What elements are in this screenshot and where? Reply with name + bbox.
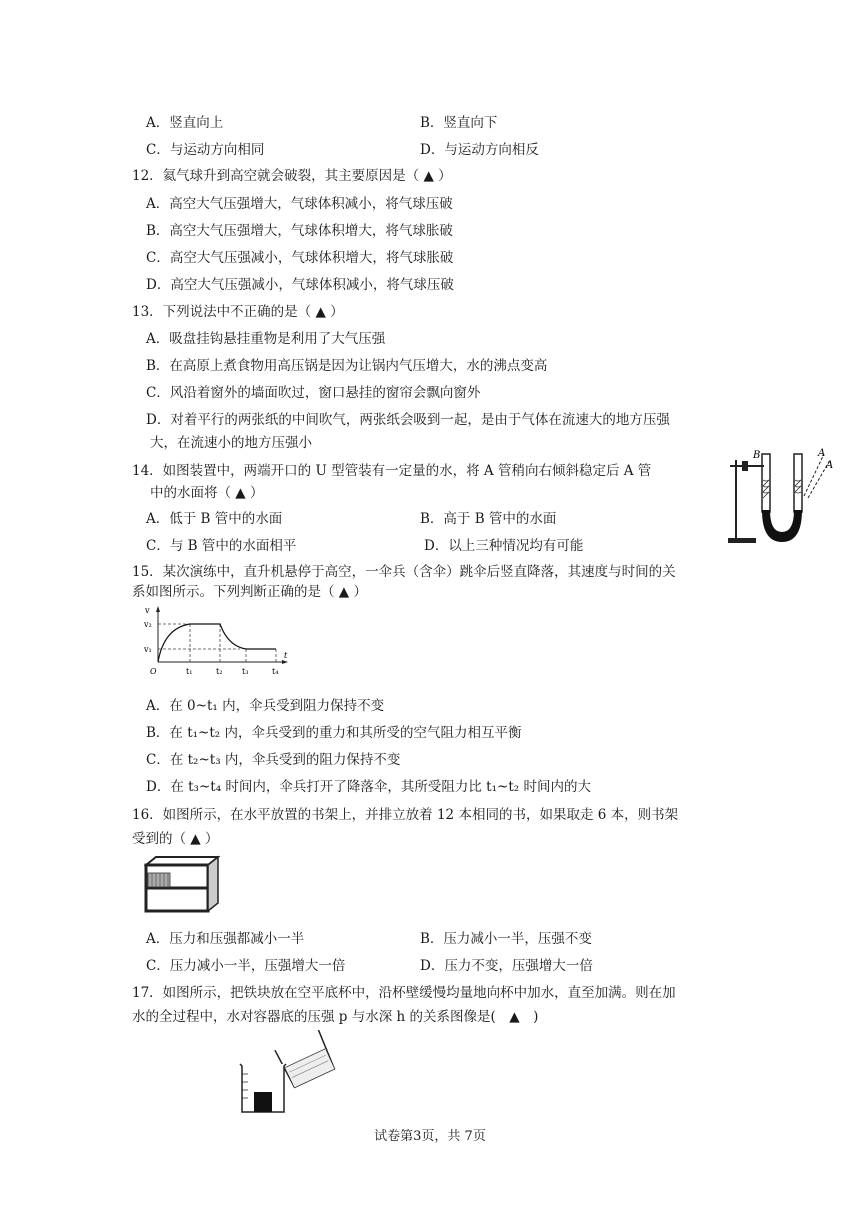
axis-v-label: v [145, 606, 150, 615]
bookshelf-diagram [144, 855, 220, 913]
origin-label: O [150, 667, 157, 676]
q17-stem-continued: 水的全过程中，水对容器底的压强 p 与水深 h 的关系图像是( ▲ ) [132, 1009, 539, 1025]
q16-option-d: D．压力不变，压强增大一倍 [420, 958, 593, 974]
q13-option-b: B．在高原上煮食物用高压锅是因为让锅内气压增大，水的沸点变高 [146, 358, 548, 374]
q14-stem-continued: 中的水面将（ ▲ ） [150, 485, 264, 501]
label-b: B [753, 450, 761, 461]
q16-option-a: A．压力和压强都减小一半 [146, 931, 305, 947]
q12-option-a: A．高空大气压强增大，气球体积减小，将气球压破 [146, 196, 453, 212]
q11-option-c: C．与运动方向相同 [146, 142, 265, 158]
q16-option-c: C．压力减小一半，压强增大一倍 [146, 958, 346, 974]
q12-option-c: C．高空大气压强减小，气球体积增大，将气球胀破 [146, 250, 454, 266]
q12-stem: 12．氦气球升到高空就会破裂，其主要原因是（ ▲ ） [132, 168, 452, 184]
axis-t-label: t [284, 651, 288, 660]
q11-option-d: D．与运动方向相反 [420, 142, 539, 158]
q13-option-d: D．对着平行的两张纸的中间吹气，两张纸会吸到一起，是由于气体在流速大的地方压强 [146, 412, 670, 428]
q15-option-c: C．在 t₂~t₃ 内，伞兵受到的阻力保持不变 [146, 752, 401, 768]
velocity-time-graph [140, 604, 290, 680]
q12-option-d: D．高空大气压强减小，气球体积减小，将气球压破 [146, 277, 454, 293]
q15-stem: 15．某次演练中，直升机悬停于高空，一伞兵（含伞）跳伞后竖直降落，其速度与时间的关 [132, 564, 676, 580]
tick-v2: v₂ [144, 620, 152, 629]
tick-t2: t₂ [216, 667, 223, 676]
q14-option-b: B．高于 B 管中的水面 [420, 511, 557, 527]
tick-t1: t₁ [186, 667, 193, 676]
q13-option-a: A．吸盘挂钩悬挂重物是利用了大气压强 [146, 331, 386, 347]
q13-option-d-continued: 大，在流速小的地方压强小 [150, 435, 312, 451]
beaker-iron-block-diagram [236, 1030, 336, 1116]
q13-option-c: C．风沿着窗外的墙面吹过，窗口悬挂的窗帘会飘向窗外 [146, 385, 481, 401]
q14-option-c: C．与 B 管中的水面相平 [146, 538, 297, 554]
u-tube-diagram [726, 446, 836, 548]
q13-stem: 13．下列说法中不正确的是（ ▲ ） [132, 304, 344, 320]
tick-t4: t₄ [272, 667, 279, 676]
q15-option-b: B．在 t₁~t₂ 内，伞兵受到的重力和其所受的空气阻力相互平衡 [146, 725, 522, 741]
q16-option-b: B．压力减小一半，压强不变 [420, 931, 592, 947]
q11-option-a: A．竖直向上 [146, 115, 224, 131]
label-a: A [826, 460, 834, 471]
q15-stem-continued: 系如图所示。下列判断正确的是（ ▲ ） [132, 584, 367, 600]
q17-stem: 17．如图所示，把铁块放在空平底杯中，沿杯壁缓慢均量地向杯中加水，直至加满。则在加 [132, 985, 676, 1001]
q14-stem: 14．如图装置中，两端开口的 U 型管装有一定量的水，将 A 管稍向右倾斜稳定后 A 管 [132, 463, 652, 479]
q11-option-b: B．竖直向下 [420, 115, 498, 131]
tick-v1: v₁ [144, 645, 152, 654]
q15-option-a: A．在 0~t₁ 内，伞兵受到阻力保持不变 [146, 698, 385, 714]
q14-option-d: D．以上三种情况均有可能 [424, 538, 584, 554]
page-footer: 试卷第3页，共 7页 [374, 1129, 486, 1144]
q12-option-b: B．高空大气压强增大，气球体积增大，将气球胀破 [146, 223, 453, 239]
q14-option-a: A．低于 B 管中的水面 [146, 511, 283, 527]
q15-option-d: D．在 t₃~t₄ 时间内，伞兵打开了降落伞，其所受阻力比 t₁~t₂ 时间内的大 [146, 779, 591, 795]
q16-stem-continued: 受到的（ ▲ ） [132, 831, 219, 847]
label-a-dashed: A [818, 448, 826, 459]
tick-t3: t₃ [242, 667, 249, 676]
q16-stem: 16．如图所示，在水平放置的书架上，并排立放着 12 本相同的书，如果取走 6 本，则书架 [132, 807, 679, 823]
